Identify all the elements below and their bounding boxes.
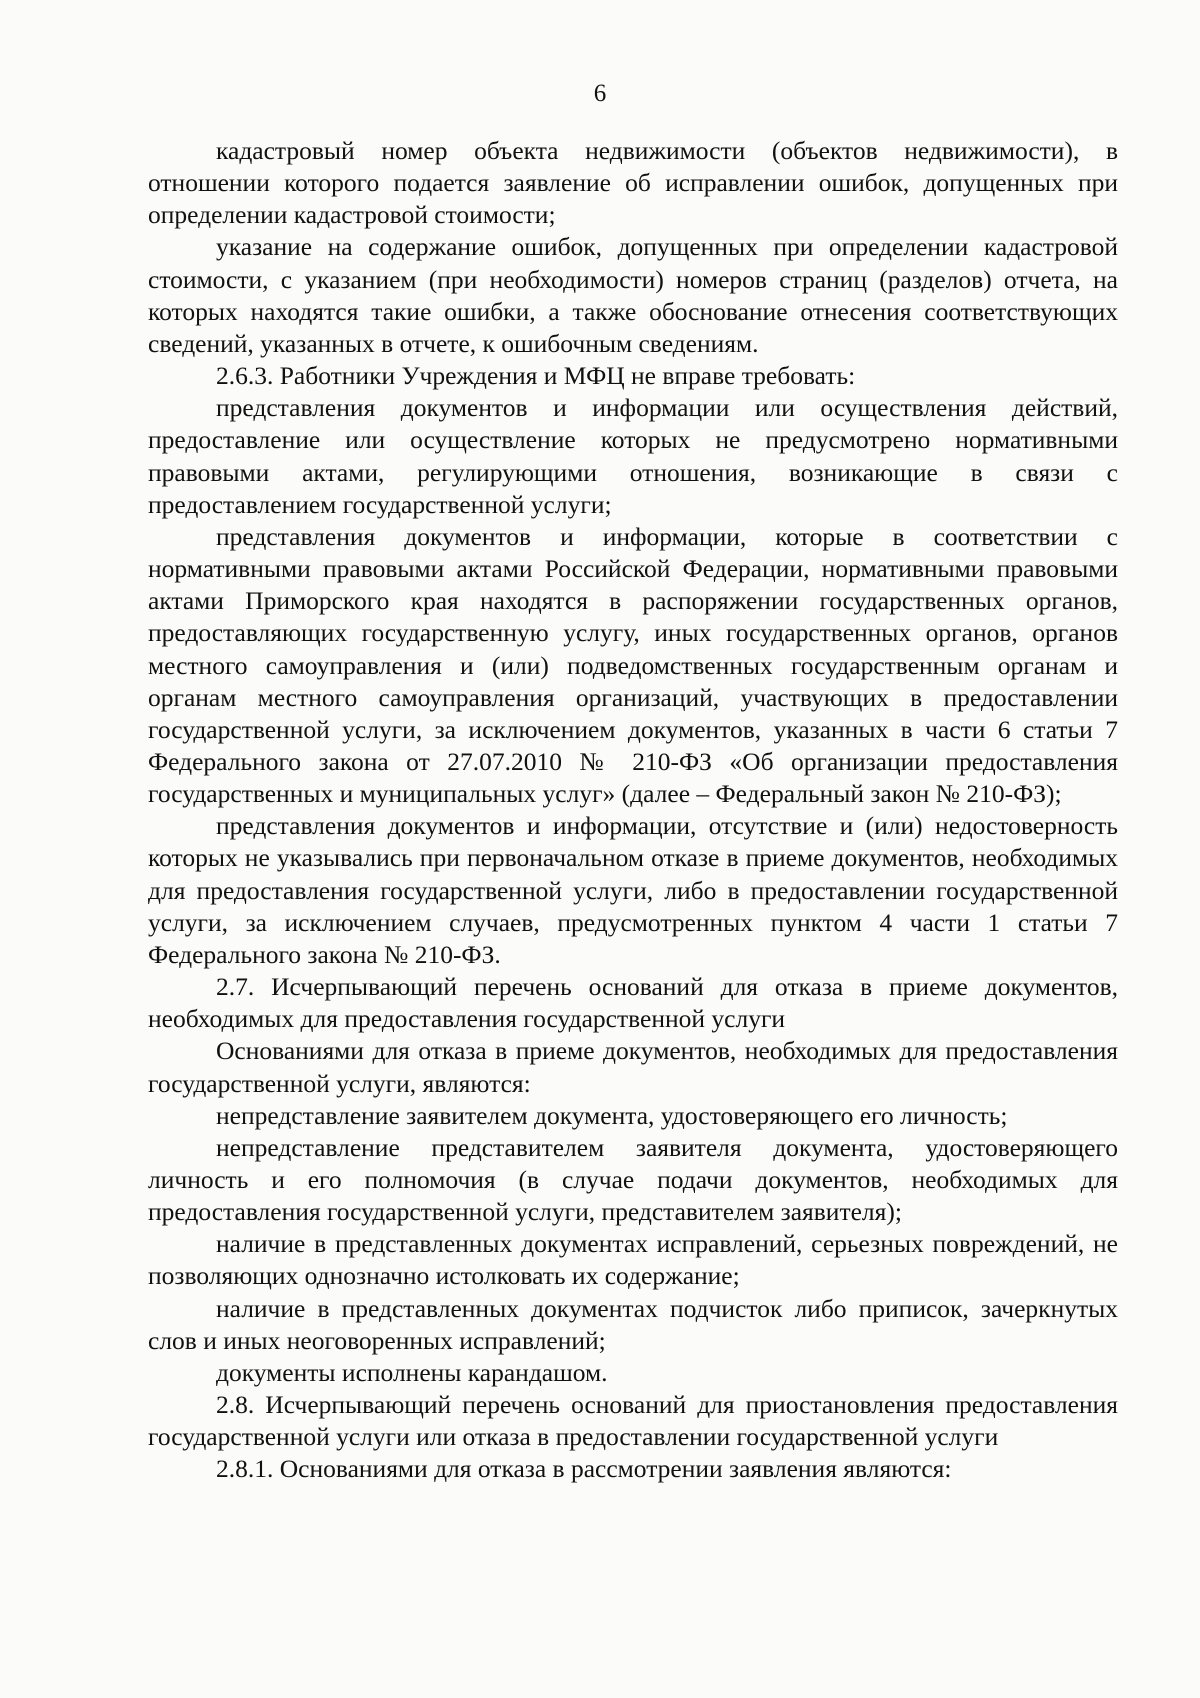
- paragraph: наличие в представленных документах подчисток либо приписок, зачеркнутых слов и иных неоговоренных исправлений;: [148, 1293, 1118, 1355]
- paragraph: представления документов и информации, отсутствие и (или) недостоверность которых не указывались при первоначальном отказе в приеме документов, необходимых для предоставления государственной услуги, либо в предоставлении государственной услуги, за исключением случаев, предусмотренных пунктом 4 части 1 статьи 7 Федерального закона № 210-ФЗ.: [148, 811, 1118, 969]
- paragraph: кадастровый номер объекта недвижимости (объектов недвижимости), в отношении которого подается заявление об исправлении ошибок, допущенных при определении кадастровой стоимости;: [148, 136, 1118, 230]
- paragraph: указание на содержание ошибок, допущенных при определении кадастровой стоимости, с указанием (при необходимости) номеров страниц (разделов) отчета, на которых находятся такие ошибки, а также обоснование отнесения соответствующих сведений, указанных в отчете, к ошибочным сведениям.: [148, 232, 1118, 358]
- section-heading: 2.8. Исчерпывающий перечень оснований для приостановления предоставления государственной услуги или отказа в предоставлении государственной услуги: [148, 1390, 1118, 1452]
- paragraph: непредставление представителем заявителя документа, удостоверяющего личность и его полномочия (в случае подачи документов, необходимых для предоставления государственной услуги, представителем заявителя);: [148, 1132, 1118, 1227]
- paragraph: документы исполнены карандашом.: [216, 1357, 608, 1387]
- paragraph: непредставление заявителем документа, удостоверяющего его личность;: [216, 1100, 1008, 1130]
- page-number: 6: [593, 80, 607, 107]
- document-body: [148, 135, 1118, 1486]
- paragraph: наличие в представленных документах исправлений, серьезных повреждений, не позволяющих однозначно истолковать их содержание;: [148, 1229, 1118, 1291]
- paragraph: 2.8.1. Основаниями для отказа в рассмотрении заявления являются:: [216, 1454, 952, 1484]
- section-heading: 2.7. Исчерпывающий перечень оснований для отказа в приеме документов, необходимых для предоставления государственной услуги: [148, 972, 1118, 1034]
- paragraph: Основаниями для отказа в приеме документов, необходимых для предоставления государственной услуги, являются:: [148, 1036, 1118, 1098]
- paragraph: представления документов и информации или осуществления действий, предоставление или осуществление которых не предусмотрено нормативными правовыми актами, регулирующими отношения, возникающие в связи с предоставлением государственной услуги;: [148, 393, 1118, 519]
- paragraph: представления документов и информации, которые в соответствии с нормативными правовыми актами Российской Федерации, нормативными правовыми актами Приморского края находятся в распоряжении государственных органов, предоставляющих государственную услугу, иных государственных органов, органов местного самоуправления и (или) подведомственных государственным органам и органам местного самоуправления организаций, участвующих в предоставлении государственной услуги, за исключением документов, указанных в части 6 статьи 7 Федерального закона от 27.07.2010 № 210-ФЗ «Об организации предоставления государственных и муниципальных услуг» (далее – Федеральный закон № 210-ФЗ);: [148, 521, 1118, 809]
- paragraph: 2.6.3. Работники Учреждения и МФЦ не вправе требовать:: [216, 361, 856, 391]
